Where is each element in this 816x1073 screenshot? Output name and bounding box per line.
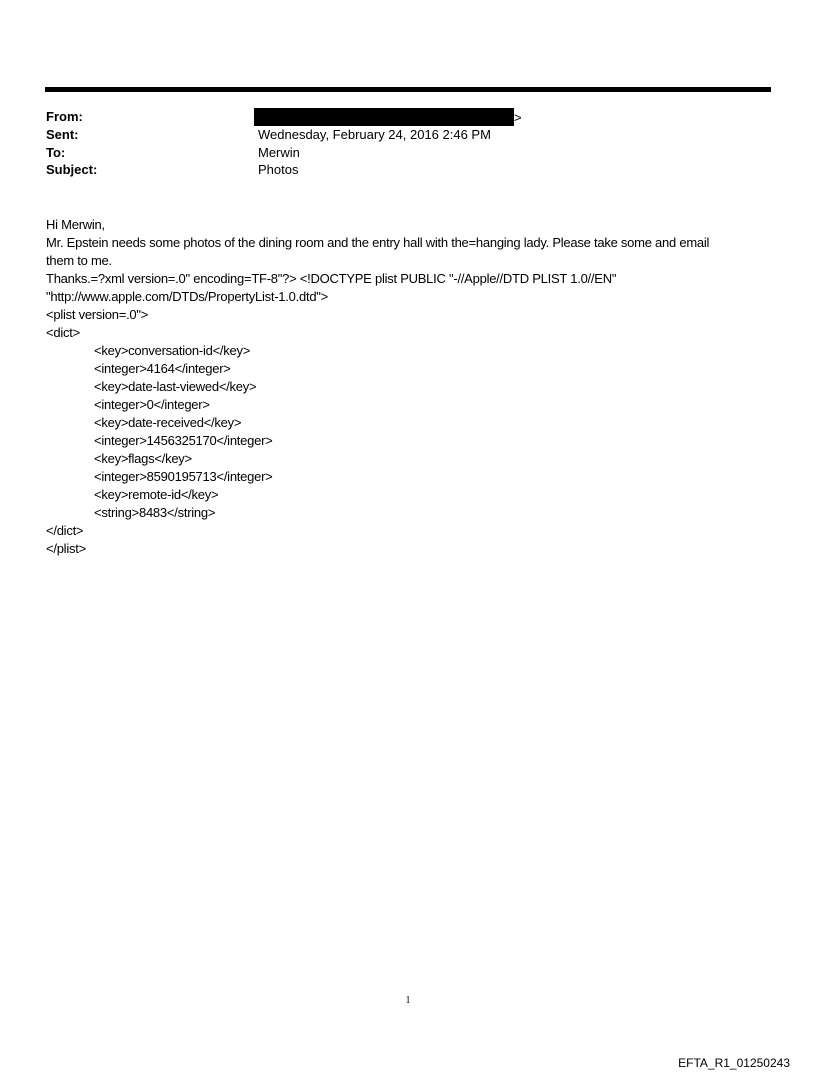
page-number: 1 (405, 995, 411, 1006)
plist-line: <key>conversation-id</key> (94, 343, 251, 358)
from-label: From: (46, 109, 83, 124)
body-line: "http://www.apple.com/DTDs/PropertyList-1.0.dtd"> (46, 289, 329, 304)
sent-label: Sent: (46, 127, 79, 142)
body-line: <plist version=.0"> (46, 307, 149, 322)
sent-value: Wednesday, February 24, 2016 2:46 PM (258, 127, 491, 142)
to-value: Merwin (258, 145, 300, 160)
bates-number: EFTA_R1_01250243 (678, 1056, 790, 1070)
to-label: To: (46, 145, 66, 160)
plist-line: <string>8483</string> (94, 505, 216, 520)
body-line: <dict> (46, 325, 80, 340)
body-line: them to me. (46, 253, 112, 268)
plist-line: <integer>4164</integer> (94, 361, 231, 376)
from-value (258, 108, 522, 127)
body-line: </plist> (46, 541, 86, 556)
email-body (46, 216, 709, 558)
body-line: Hi Merwin, (46, 217, 105, 232)
plist-line: <key>flags</key> (94, 451, 192, 466)
plist-line: <key>date-last-viewed</key> (94, 379, 257, 394)
plist-line: <integer>8590195713</integer> (94, 469, 273, 484)
header-rule (45, 87, 771, 92)
plist-line: <key>date-received</key> (94, 415, 242, 430)
body-line: Thanks.=?xml version=.0" encoding=TF-8"?> <!DOCTYPE plist PUBLIC "-//Apple//DTD PLIST 1.0//EN" (46, 271, 617, 286)
plist-line: <integer>1456325170</integer> (94, 433, 273, 448)
subject-label: Subject: (46, 162, 98, 177)
body-line: Mr. Epstein needs some photos of the dining room and the entry hall with the=hanging lady. Please take some and email (46, 235, 710, 250)
from-suffix: > (514, 110, 522, 125)
subject-value: Photos (258, 162, 299, 177)
redaction-box (254, 108, 514, 126)
plist-line: <key>remote-id</key> (94, 487, 219, 502)
plist-line: <integer>0</integer> (94, 397, 210, 412)
body-line: </dict> (46, 523, 84, 538)
